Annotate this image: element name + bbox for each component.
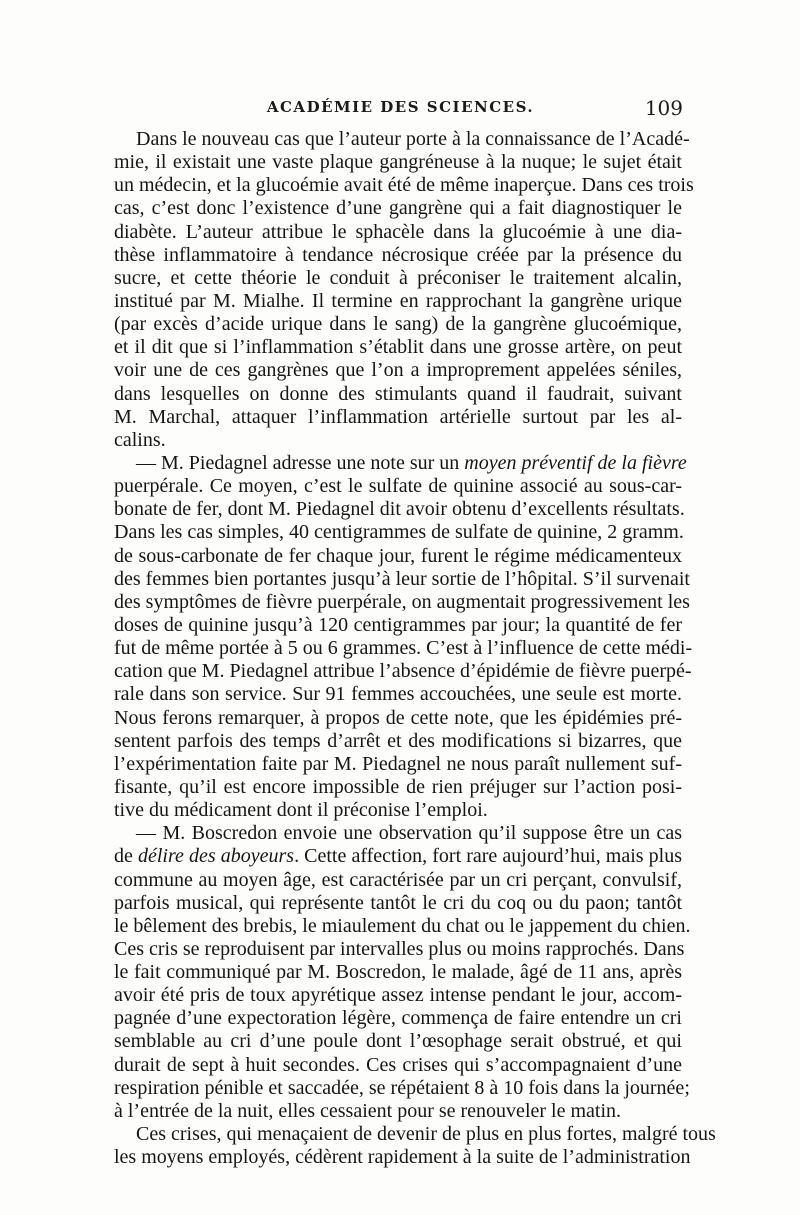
text-line: rale dans son service. Sur 91 femmes accouchées, une seule est morte. bbox=[114, 683, 682, 706]
page-number: 109 bbox=[644, 96, 683, 120]
text-line: commune au moyen âge, est caractérisée par un cri perçant, convulsif, bbox=[114, 868, 682, 891]
text-segment: . Cette affection, fort rare aujourd’hui, mais plus bbox=[294, 845, 682, 868]
text-line: fut de même portée à 5 ou 6 grammes. C’est à l’influence de cette médi- bbox=[114, 637, 693, 660]
text-line: parfois musical, qui représente tantôt le cri du coq ou du paon; tantôt bbox=[114, 891, 682, 914]
text-line: — M. Boscredon envoie une observation qu’il suppose être un cas bbox=[136, 822, 682, 845]
text-line: pagnée d’une expectoration légère, commença de faire entendre un cri bbox=[114, 1007, 682, 1030]
text-line: institué par M. Mialhe. Il termine en rapprochant la gangrène urique bbox=[114, 289, 682, 312]
page-header bbox=[118, 96, 683, 122]
text-line: un médecin, et la glucoémie avait été de même inaperçue. Dans ces trois bbox=[114, 174, 694, 197]
text-line bbox=[114, 451, 687, 475]
text-line: fisante, qu’il est encore impossible de rien préjuger sur l’action posi- bbox=[114, 775, 682, 798]
text-line: avoir été pris de toux apyrétique assez intense pendant le jour, accom- bbox=[114, 984, 682, 1007]
text-line: à l’entrée de la nuit, elles cessaient pour se renouveler le matin. bbox=[114, 1099, 622, 1122]
text-line: calins. bbox=[114, 428, 166, 451]
text-line: doses de quinine jusqu’à 120 centigrammes par jour; la quantité de fer bbox=[114, 613, 682, 636]
italic-phrase: moyen préventif de la fièvre bbox=[464, 451, 687, 474]
text-line: tive du médicament dont il préconise l’emploi. bbox=[114, 799, 488, 822]
text-line bbox=[114, 845, 682, 868]
text-line: l’expérimentation faite par M. Piedagnel ne nous paraît nullement suf- bbox=[114, 752, 682, 775]
text-segment: de bbox=[114, 845, 138, 868]
text-line: Dans les cas simples, 40 centigrammes de sulfate de quinine, 2 gramm. bbox=[114, 521, 684, 544]
text-line: (par excès d’acide urique dans le sang) de la gangrène glucoémique, bbox=[114, 313, 682, 336]
text-line: de sous-carbonate de fer chaque jour, furent le régime médicamenteux bbox=[114, 544, 682, 567]
text-line: sucre, et cette théorie le conduit à préconiser le traitement alcalin, bbox=[114, 266, 682, 289]
text-line: des symptômes de fièvre puerpérale, on augmentait progressivement les bbox=[114, 590, 690, 613]
text-line: semblable au cri d’une poule dont l’œsophage serait obstrué, et qui bbox=[114, 1030, 682, 1053]
text-line: et il dit que si l’inflammation s’établit dans une grosse artère, on peut bbox=[114, 336, 682, 359]
text-line: sentent parfois des temps d’arrêt et des modifications si bizarres, que bbox=[114, 729, 682, 752]
text-line: respiration pénible et saccadée, se répétaient 8 à 10 fois dans la journée; bbox=[114, 1076, 690, 1099]
text-line: le fait communiqué par M. Boscredon, le malade, âgé de 11 ans, après bbox=[114, 961, 682, 984]
text-line: Nous ferons remarquer, à propos de cette note, que les épidémies pré- bbox=[114, 706, 682, 729]
text-line: durait de sept à huit secondes. Ces crises qui s’accompagnaient d’une bbox=[114, 1053, 682, 1076]
text-line: cas, c’est donc l’existence d’une gangrène qui a fait diagnostiquer le bbox=[114, 197, 682, 220]
text-segment: puerpérale. Ce moyen, c’est le sulfate de quinine associé au sous-car- bbox=[114, 475, 682, 498]
text-line: thèse inflammatoire à tendance nécrosique créée par la présence du bbox=[114, 243, 682, 266]
text-line: les moyens employés, cédèrent rapidement à la suite de l’administration bbox=[114, 1146, 691, 1169]
text-segment: — M. Piedagnel adresse une note sur un bbox=[136, 451, 465, 474]
italic-phrase: délire des aboyeurs bbox=[137, 845, 295, 868]
text-line: bonate de fer, dont M. Piedagnel dit avoir obtenu d’excellents résultats. bbox=[114, 498, 685, 521]
text-line: voir une de ces gangrènes que l’on a improprement appelées séniles, bbox=[114, 359, 682, 382]
text-line: mie, il existait une vaste plaque gangréneuse à la nuque; le sujet était bbox=[114, 151, 682, 174]
text-line: Ces crises, qui menaçaient de devenir de plus en plus fortes, malgré tous bbox=[136, 1123, 716, 1146]
text-line: Ces cris se reproduisent par intervalles plus ou moins rapprochés. Dans bbox=[114, 937, 685, 960]
text-line bbox=[114, 475, 682, 498]
text-line: Dans le nouveau cas que l’auteur porte à la connaissance de l’Acadé- bbox=[136, 128, 690, 150]
text-line: M. Marchal, attaquer l’inflammation artérielle surtout par les al- bbox=[114, 405, 682, 428]
text-line: diabète. L’auteur attribue le sphacèle dans la glucoémie à une dia- bbox=[114, 220, 682, 243]
running-head: ACADÉMIE DES SCIENCES. bbox=[266, 98, 535, 116]
text-line: des femmes bien portantes jusqu’à leur sortie de l’hôpital. S’il survenait bbox=[114, 567, 690, 590]
text-line: dans lesquelles on donne des stimulants quand il faudrait, suivant bbox=[114, 382, 682, 405]
body-text bbox=[114, 128, 716, 1169]
text-line: cation que M. Piedagnel attribue l’absence d’épidémie de fièvre puerpé- bbox=[114, 660, 692, 683]
text-line: le bêlement des brebis, le miaulement du chat ou le jappement du chien. bbox=[114, 914, 691, 937]
